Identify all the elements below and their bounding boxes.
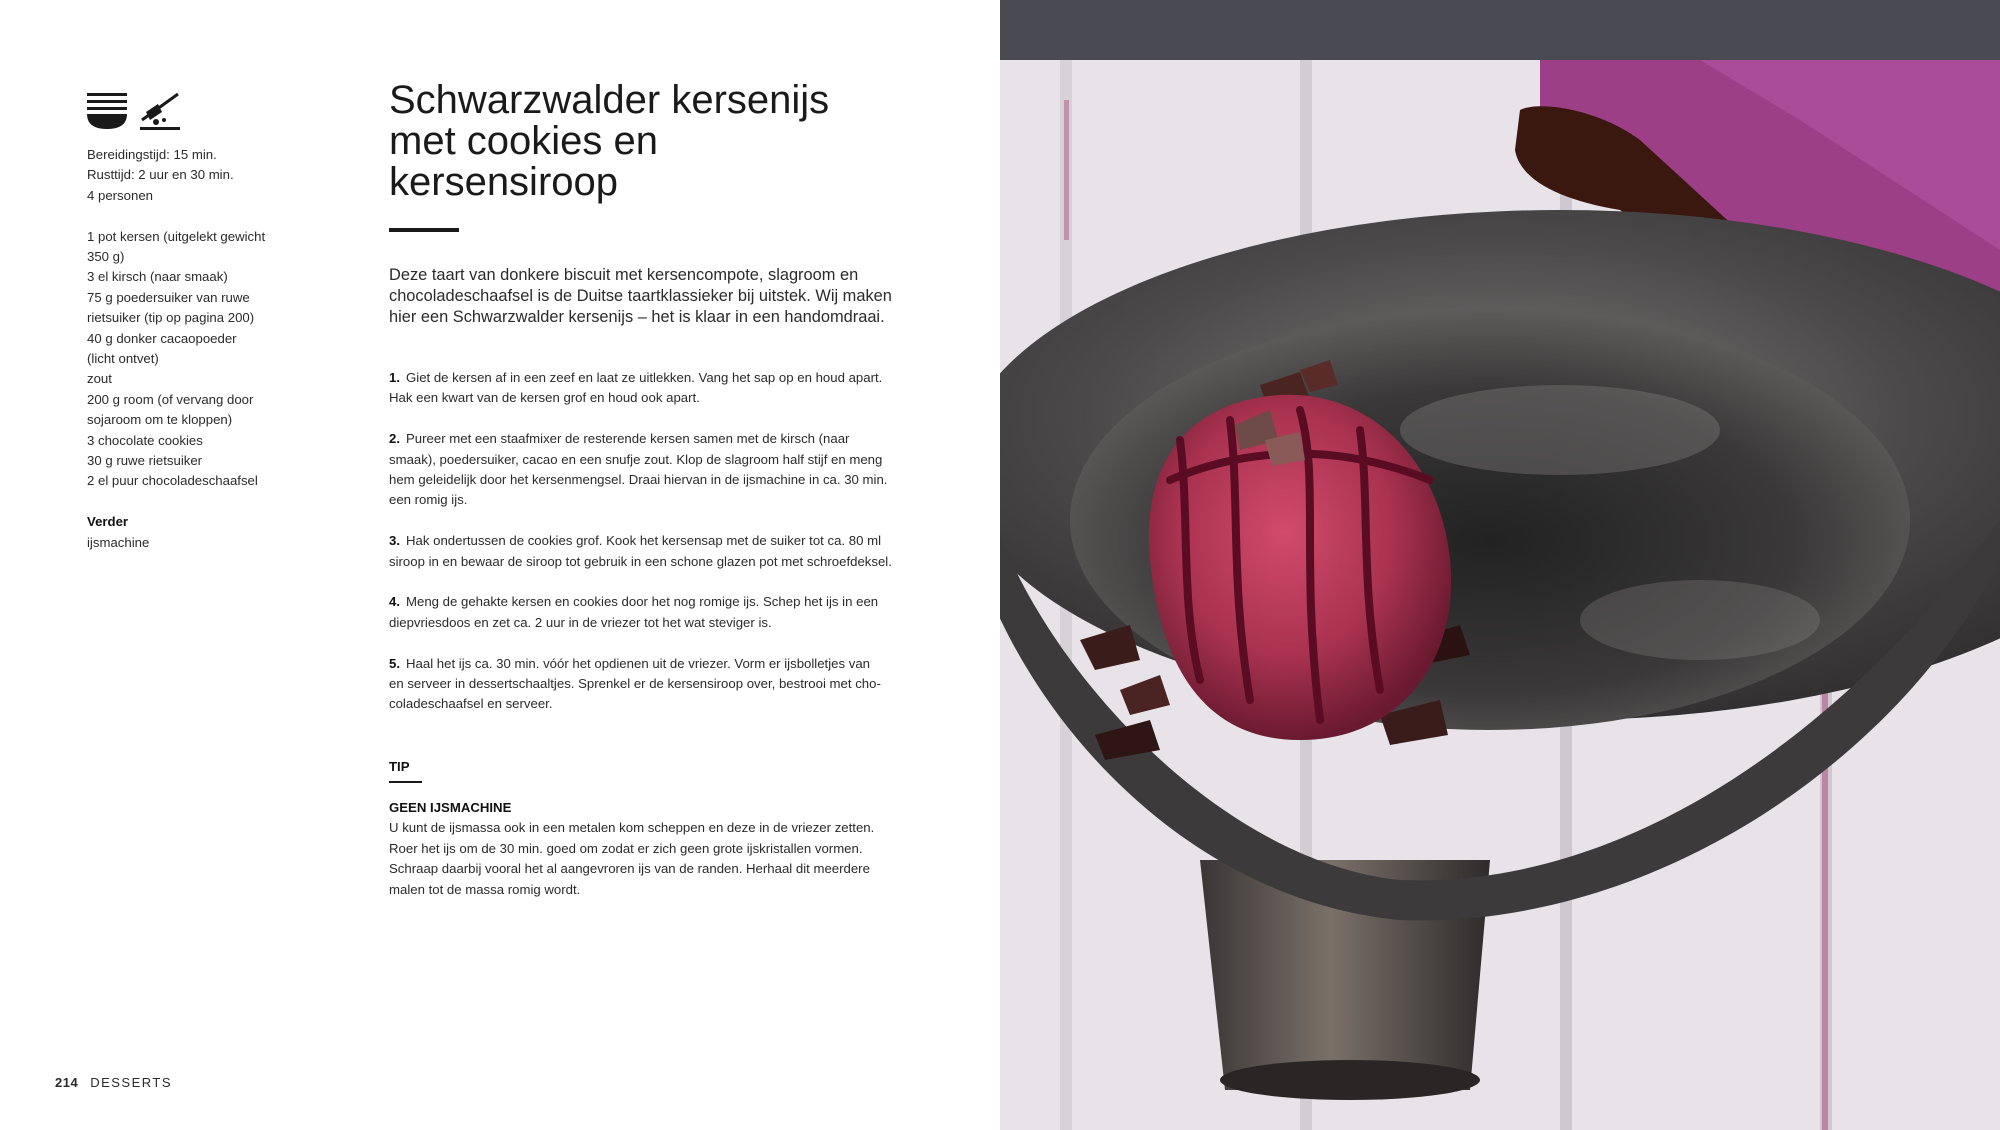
recipe-steps xyxy=(389,368,899,735)
page-footer xyxy=(55,1074,172,1092)
step-line: Hak ondertussen de cookies grof. Kook het kersensap met de suiker tot ca. 80 ml xyxy=(406,533,882,549)
step-number: 2. xyxy=(389,431,400,447)
step-line: en serveer in dessertschaaltjes. Sprenkel er de kersensiroop over, bestrooi met cho- xyxy=(389,676,881,692)
tip-text xyxy=(389,818,889,900)
ingredient-line: 3 chocolate cookies xyxy=(87,432,203,448)
intro-line: chocoladeschaafsel is de Duitse taartklassieker bij uitstek. Wij maken xyxy=(389,287,892,305)
ingredient-line: 1 pot kersen (uitgelekt gewicht xyxy=(87,228,266,244)
rest-time: Rusttijd: 2 uur en 30 min. xyxy=(87,167,234,183)
step-number: 3. xyxy=(389,533,400,549)
page-number: 214 xyxy=(55,1075,79,1090)
ingredient-line: 30 g ruwe rietsuiker xyxy=(87,453,203,469)
extra-heading: Verder xyxy=(87,514,129,530)
servings: 4 personen xyxy=(87,187,153,203)
tip-line: Roer het ijs om de 30 min. goed om zodat er zich geen grote ijskristallen vormen. xyxy=(389,840,863,856)
step-line: coladeschaafsel en serveer. xyxy=(389,696,553,712)
dessert-photo xyxy=(1000,0,2000,1130)
ingredient-line: rietsuiker (tip op pagina 200) xyxy=(87,310,255,326)
bowl-icon xyxy=(86,90,128,132)
step-1 xyxy=(389,368,899,409)
ingredient-line: zout xyxy=(87,371,112,387)
ingredient-line: (licht ontvet) xyxy=(87,351,159,367)
ingredient-line: 40 g donker cacaopoeder xyxy=(87,330,237,346)
tip-line: U kunt de ijsmassa ook in een metalen kom scheppen en deze in de vriezer zetten. xyxy=(389,820,875,836)
ingredients-column xyxy=(87,145,287,553)
step-line: een romig ijs. xyxy=(389,492,468,508)
ingredient-line: 3 el kirsch (naar smaak) xyxy=(87,269,228,285)
title-line: Schwarzwalder kersenijs xyxy=(389,78,830,122)
step-line: Meng de gehakte kersen en cookies door het nog romige ijs. Schep het ijs in een xyxy=(406,594,879,610)
title-line: met cookies en xyxy=(389,119,659,163)
step-line: Giet de kersen af in een zeef en laat ze uitlekken. Vang het sap op en houd apart. xyxy=(406,370,883,385)
step-line: diepvriesdoos en zet ca. 2 uur in de vriezer tot het wat steviger is. xyxy=(389,614,772,630)
step-line: Hak een kwart van de kersen grof en houd ook apart. xyxy=(389,390,700,406)
title-line: kersensiroop xyxy=(389,160,619,204)
step-line: smaak), poedersuiker, cacao en een snufje zout. Klop de slagroom half stijf en meng xyxy=(389,451,883,467)
ingredient-line: 75 g poedersuiker van ruwe xyxy=(87,289,250,305)
tip-underline xyxy=(389,781,422,783)
recipe-icons xyxy=(86,90,182,132)
intro-line: Deze taart van donkere biscuit met kersencompote, slagroom en xyxy=(389,266,859,284)
step-3 xyxy=(389,531,899,572)
step-line: Haal het ijs ca. 30 min. vóór het opdienen uit de vriezer. Vorm er ijsbolletjes van xyxy=(406,655,871,671)
step-line: Pureer met een staafmixer de resterende kersen samen met de kirsch (naar xyxy=(406,431,850,447)
tip-box xyxy=(389,798,889,900)
tip-line: malen tot de massa romig wordt. xyxy=(389,881,581,897)
tip-line: Schraap daarbij vooral het al aangevroren ijs van de randen. Herhaal dit meerdere xyxy=(389,861,870,877)
step-2 xyxy=(389,429,899,511)
background-shadow xyxy=(1000,0,2000,60)
tip-label: TIP xyxy=(389,759,410,774)
intro-line: hier een Schwarzwalder kersenijs – het is klaar in een handomdraai. xyxy=(389,308,885,326)
title-underline xyxy=(389,228,459,232)
ingredient-line: 200 g room (of vervang door xyxy=(87,391,254,407)
step-number: 4. xyxy=(389,594,400,610)
step-line: hem geleidelijk door het kersenmengsel. Draai hiervan in de ijsmachine in ca. 30 min. xyxy=(389,472,888,488)
step-number: 5. xyxy=(389,655,400,671)
ingredient-line: 350 g) xyxy=(87,249,125,265)
prep-time: Bereidingstijd: 15 min. xyxy=(87,147,217,162)
extra-item: ijsmachine xyxy=(87,534,150,550)
step-4 xyxy=(389,592,899,633)
step-number: 1. xyxy=(389,370,400,385)
ingredient-line: 2 el puur chocoladeschaafsel xyxy=(87,473,258,489)
ingredient-line: sojaroom om te kloppen) xyxy=(87,412,233,428)
section-name: DESSERTS xyxy=(90,1075,173,1090)
step-5 xyxy=(389,654,899,715)
step-line: siroop in en bewaar de siroop tot gebruik in een schone glazen pot met schroefdeksel. xyxy=(389,553,892,569)
tip-heading: GEEN IJSMACHINE xyxy=(389,800,512,815)
recipe-intro xyxy=(389,265,899,328)
recipe-title xyxy=(389,80,909,203)
spatula-icon xyxy=(138,90,182,132)
